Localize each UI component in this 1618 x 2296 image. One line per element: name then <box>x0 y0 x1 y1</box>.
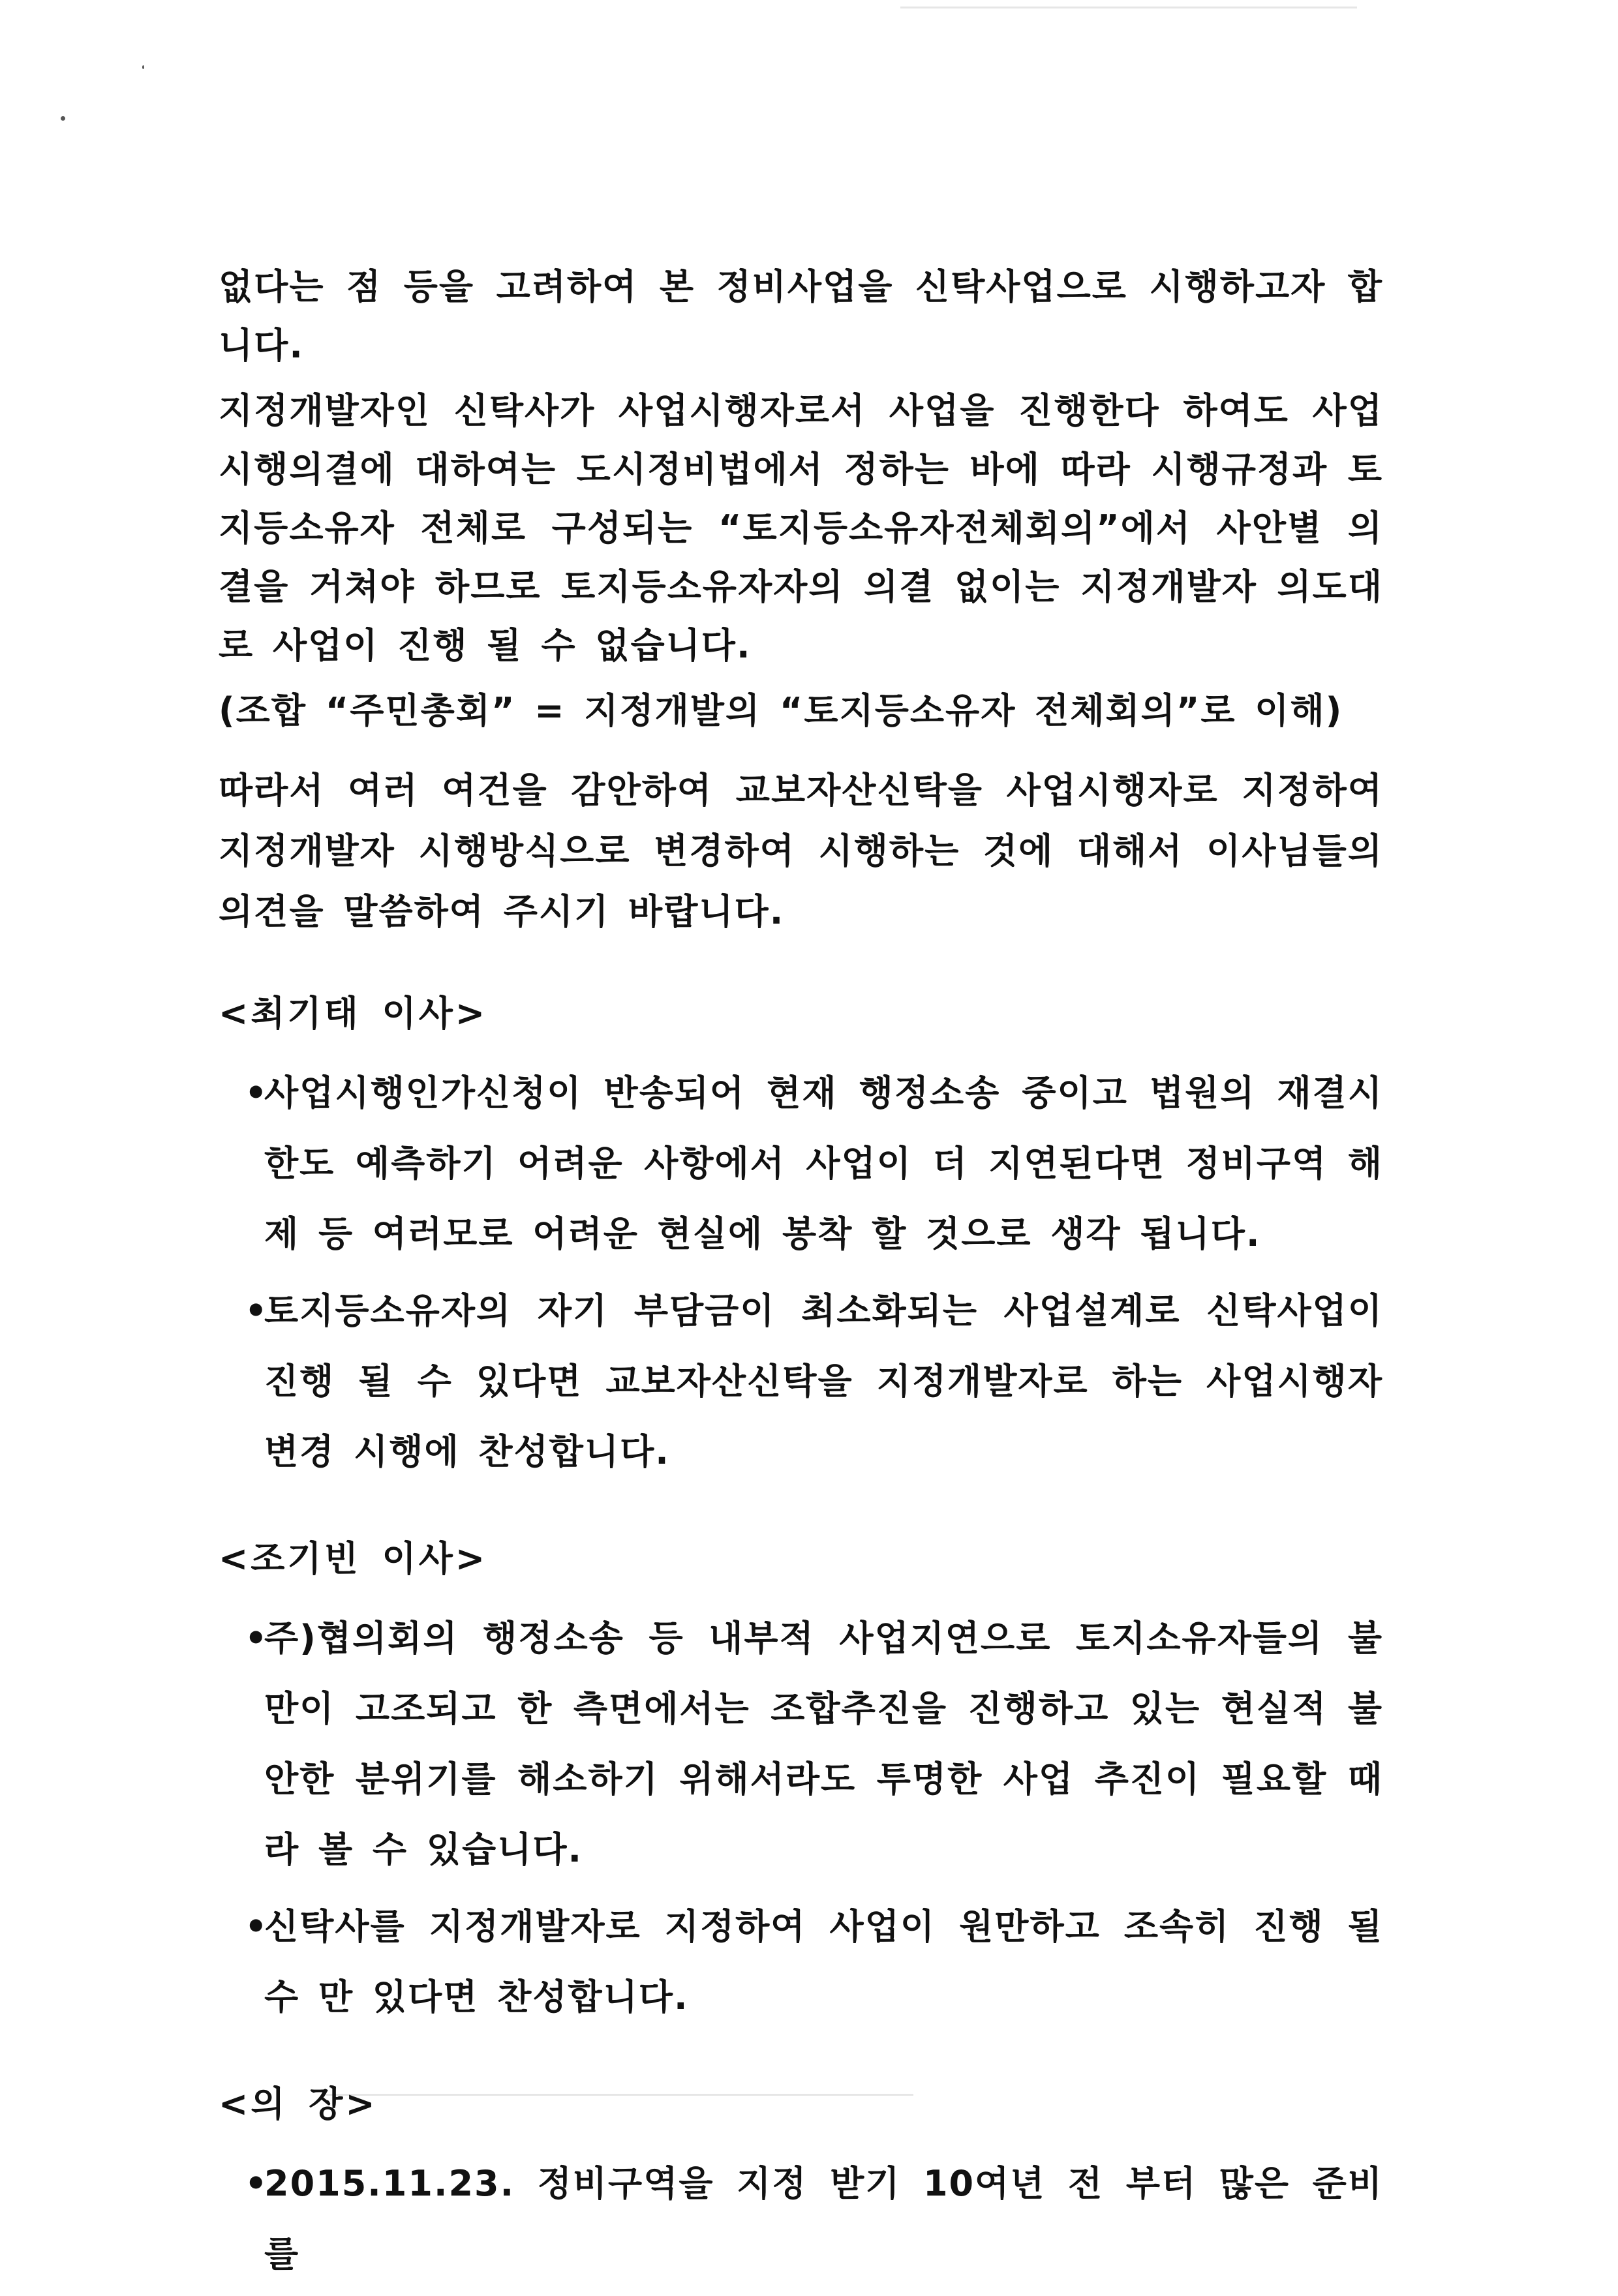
scan-speck <box>61 116 65 121</box>
bullet-list <box>219 1603 1383 2032</box>
director-section <box>219 981 1383 1487</box>
bullet-text: 신탁사를 지정개발자로 지정하여 사업이 원만하고 조속히 진행 될 수 만 있다면 찬성합니다. <box>264 1906 1383 2017</box>
note-line: (조합 “주민총회” = 지정개발의 “토지등소유자 전체회의”로 이해) <box>219 690 1343 731</box>
scan-speck <box>142 65 144 69</box>
bullet-list <box>219 2149 1383 2289</box>
bullet-icon: • <box>245 1618 269 1659</box>
scan-artifact-line <box>900 7 1357 8</box>
bullet-icon: • <box>245 2163 269 2204</box>
bullet-text: 토지등소유자의 자기 부담금이 최소화되는 사업설계로 신탁사업이 진행 될 수 있다면 교보자산신탁을 지정개발자로 하는 사업시행자 변경 시행에 찬성합니다. <box>264 1290 1383 1472</box>
list-item <box>219 1058 1383 1269</box>
director-section <box>219 1526 1383 2032</box>
bullet-icon: • <box>245 1906 269 1947</box>
section-heading: <의 장> <box>219 2083 378 2124</box>
bullet-list <box>219 1058 1383 1487</box>
list-item <box>219 1603 1383 1885</box>
document-body <box>219 258 1383 2296</box>
closing-paragraph: 따라서 여러 여건을 감안하여 교보자산신탁을 사업시행자로 지정하여 지정개발자 시행방식으로 변경하여 시행하는 것에 대해서 이사님들의 의견을 말씀하여 주시기 바랍니다. <box>219 770 1383 932</box>
list-item <box>219 2149 1383 2289</box>
bullet-text: 주)협의회의 행정소송 등 내부적 사업지연으로 토지소유자들의 불만이 고조되고 한 측면에서는 조합추진을 진행하고 있는 현실적 불안한 분위기를 해소하기 위해서라도 투명한 사업 추진이 필요할 때라 볼 수 있습니다. <box>264 1618 1383 1870</box>
intro-paragraph: 지정개발자인 신탁사가 사업시행자로서 사업을 진행한다 하여도 사업시행의결에 대하여는 도시정비법에서 정하는 바에 따라 시행규정과 토지등소유자 전체로 구성되는 “토지등소유자전체회의”에서 사안별 의결을 거쳐야 하므로 토지등소유자자의 의결 없이는 지정개발자 의도대로 사업이 진행 될 수 없습니다. <box>219 390 1383 666</box>
chair-section <box>219 2072 1383 2289</box>
list-item <box>219 1892 1383 2032</box>
intro-paragraph: 없다는 점 등을 고려하여 본 정비사업을 신탁사업으로 시행하고자 합니다. <box>219 266 1383 366</box>
bullet-icon: • <box>245 1290 269 1331</box>
bullet-text: 사업시행인가신청이 반송되어 현재 행정소송 중이고 법원의 재결시한도 예측하기 어려운 사항에서 사업이 더 지연된다면 정비구역 해제 등 여러모로 어려운 현실에 봉착 할 것으로 생각 됩니다. <box>264 1072 1383 1254</box>
bullet-text: 2015.11.23. 정비구역을 지정 받기 10여년 전 부터 많은 준비를 <box>264 2163 1383 2274</box>
list-item <box>219 1276 1383 1487</box>
section-heading: <최기태 이사> <box>219 993 488 1034</box>
section-heading: <조기빈 이사> <box>219 1538 488 1579</box>
bullet-icon: • <box>245 1072 269 1113</box>
